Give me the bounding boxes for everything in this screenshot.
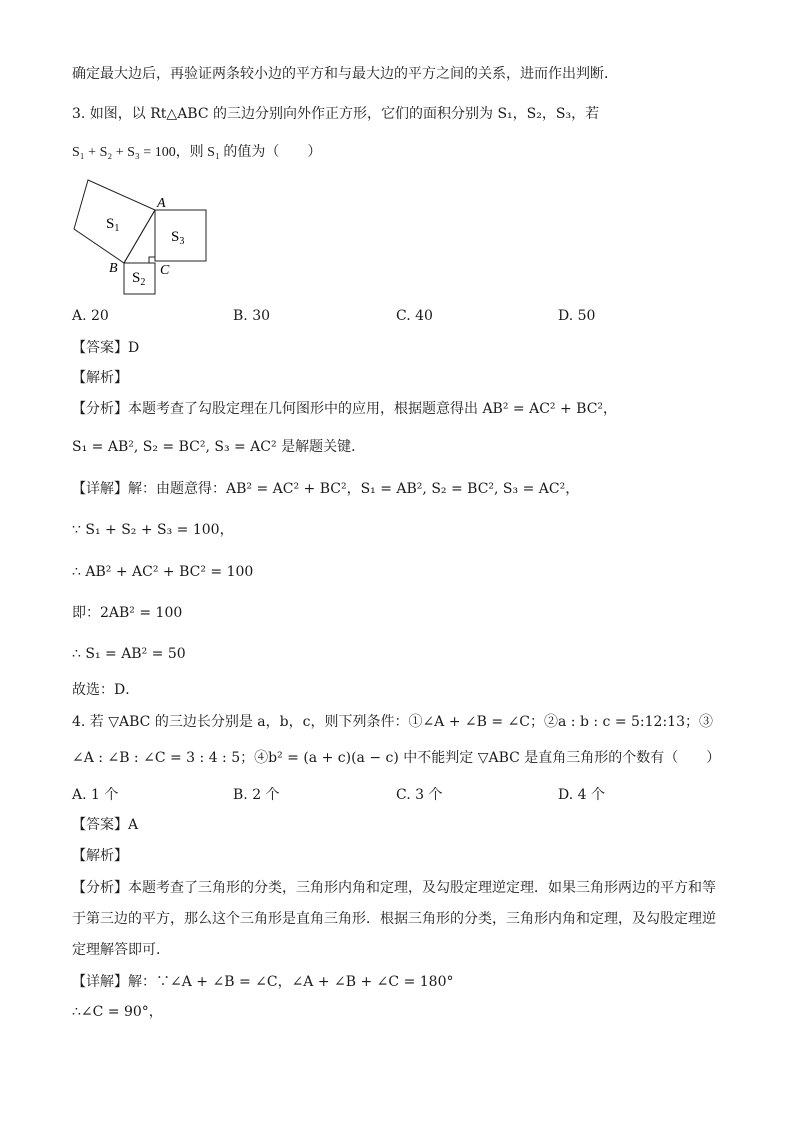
- right-triangle-squares-figure: [66, 176, 216, 301]
- question-3-stem: 3. 如图，以 Rt△ABC 的三边分别向外作正方形，它们的面积分别为 S₁，S₂，S₃，若: [72, 106, 600, 122]
- q3-option-a: A. 20: [72, 308, 109, 324]
- q3-detail-2: ∵ S₁ + S₂ + S₃ = 100，: [72, 522, 234, 538]
- q3-detail-3: ∴ AB² + AC² + BC² = 100: [72, 564, 254, 580]
- label-s3: $S_3$: [171, 229, 185, 247]
- q4-analysis-2: 于第三边的平方，那么这个三角形是直角三角形．根据三角形的分类，三角形内角和定理，及勾股定理逆: [72, 911, 716, 927]
- q4-option-d: D. 4 个: [558, 787, 605, 803]
- q3-detail-5: ∴ S₁ = AB² = 50: [72, 646, 186, 662]
- q4-answer: 【答案】A: [72, 817, 139, 833]
- label-s2: $S_2$: [132, 270, 146, 288]
- q4-jiexi-heading: 【解析】: [72, 848, 128, 864]
- label-a: A: [157, 196, 166, 211]
- q3-option-d: D. 50: [558, 308, 596, 324]
- question-4-stem-2: ∠A : ∠B : ∠C = 3 : 4 : 5；④b² = (a + c)(a − c) 中不能判定 ▽ABC 是直角三角形的个数有（ ）: [72, 750, 721, 766]
- text-line: 确定最大边后，再验证两条较小边的平方和与最大边的平方之间的关系，进而作出判断．: [72, 66, 618, 82]
- label-b: B: [109, 261, 118, 276]
- question-3-condition: S₁ + S₂ + S₃ = 100，则 S₁ 的值为（ ）: [72, 145, 322, 160]
- q3-detail-1: 【详解】解：由题意得：AB² = AC² + BC²，S₁ = AB², S₂ = BC², S₃ = AC²，: [72, 481, 580, 497]
- q3-option-b: B. 30: [233, 308, 271, 324]
- q4-detail-1: 【详解】解：∵∠A + ∠B = ∠C，∠A + ∠B + ∠C = 180°: [72, 974, 454, 990]
- q3-option-c: C. 40: [396, 308, 433, 324]
- q3-answer: 【答案】D: [72, 340, 140, 356]
- q3-analysis-2: S₁ = AB², S₂ = BC², S₃ = AC² 是解题关键．: [72, 439, 366, 455]
- hypotenuse-ab: [124, 210, 155, 263]
- question-4-stem-1: 4. 若 ▽ABC 的三边长分别是 a，b，c，则下列条件：①∠A + ∠B = ∠C；②a : b : c = 5:12:13；③: [72, 714, 713, 730]
- q3-jiexi-heading: 【解析】: [72, 370, 128, 386]
- q3-detail-6: 故选：D．: [72, 682, 140, 698]
- right-angle-mark: [149, 257, 155, 263]
- q4-analysis-3: 定理解答即可．: [72, 942, 170, 958]
- q4-option-c: C. 3 个: [396, 787, 443, 803]
- square-s1: [74, 180, 155, 263]
- q4-detail-2: ∴∠C = 90°，: [72, 1004, 163, 1020]
- q4-option-b: B. 2 个: [233, 787, 280, 803]
- q4-option-a: A. 1 个: [72, 787, 119, 803]
- q3-detail-4: 即：2AB² = 100: [72, 605, 183, 621]
- label-s1: $S_1$: [106, 216, 120, 234]
- label-c: C: [160, 263, 170, 278]
- q4-analysis-1: 【分析】本题考查了三角形的分类，三角形内角和定理，及勾股定理逆定理．如果三角形两边的平方和等: [72, 880, 716, 896]
- q3-analysis-1: 【分析】本题考查了勾股定理在几何图形中的应用，根据题意得出 AB² = AC² + BC²，: [72, 401, 618, 417]
